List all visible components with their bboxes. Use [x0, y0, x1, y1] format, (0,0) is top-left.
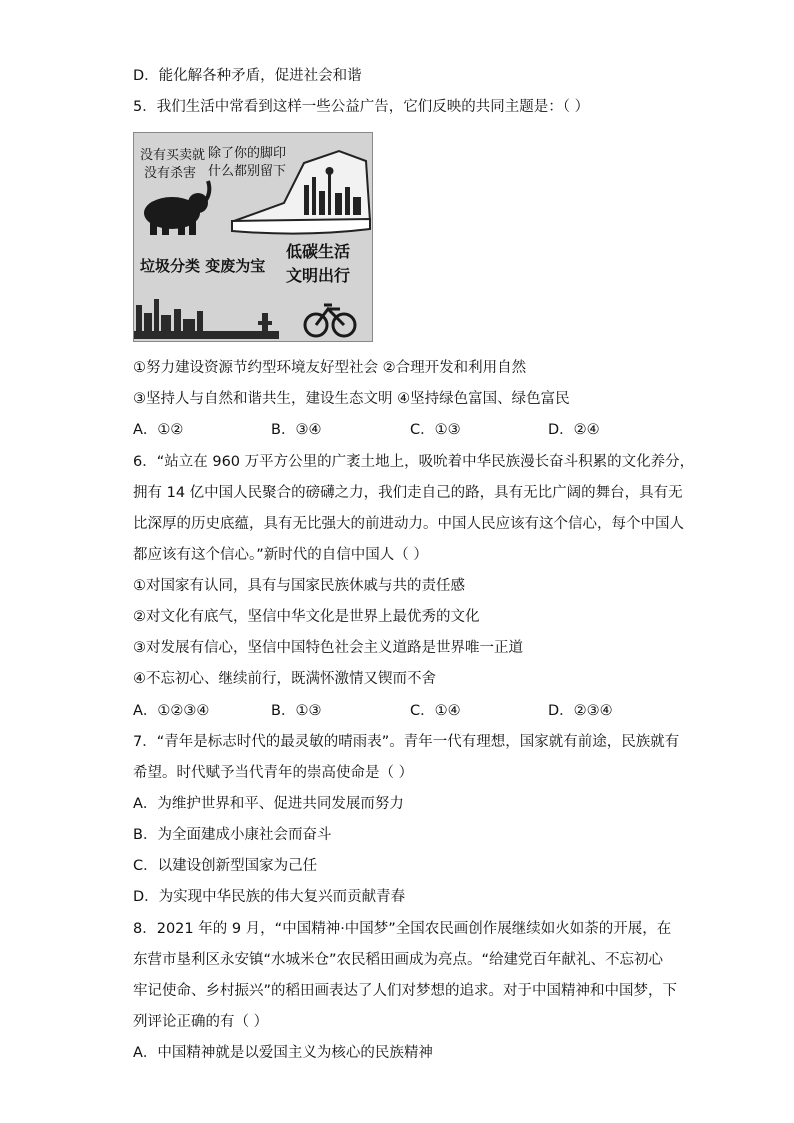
q6-statement-1: ①对国家有认同，具有与国家民族休戚与共的责任感 — [133, 578, 465, 594]
q6-statement-2: ②对文化有底气，坚信中华文化是世界上最优秀的文化 — [133, 609, 480, 625]
q7-option-a[interactable]: A．为维护世界和平、促进共同发展而努力 — [133, 796, 404, 812]
poster-text-5: 垃圾分类 变废为宝 — [140, 257, 266, 275]
q6-option-a[interactable]: A．①②③④ — [133, 703, 210, 719]
poster-text-1: 没有买卖就 — [140, 148, 206, 163]
q5-statements-1: ①努力建设资源节约型环境友好型社会 ②合理开发和利用自然 — [133, 360, 527, 376]
question-6-stem-3: 比深厚的历史底蕴，具有无比强大的前进动力。中国人民应该有这个信心，每个中国人 — [133, 516, 684, 532]
q6-option-c[interactable]: C．①④ — [410, 703, 461, 719]
q5-option-d[interactable]: D．②④ — [548, 422, 600, 438]
q6-option-b[interactable]: B．①③ — [271, 703, 322, 719]
question-5-stem: 5．我们生活中常看到这样一些公益广告，它们反映的共同主题是：（ ） — [133, 99, 590, 115]
question-6-stem-4: 都应该有这个信心。”新时代的自信中国人（ ） — [133, 547, 428, 563]
question-6-stem-2: 拥有 14 亿中国人民聚合的磅礴之力，我们走自己的路，具有无比广阔的舞台，具有无 — [133, 485, 683, 501]
question-8-stem-1: 8．2021 年的 9 月，“中国精神·中国梦”全国农民画创作展继续如火如荼的开展，在 — [133, 921, 672, 937]
q6-option-d[interactable]: D．②③④ — [548, 703, 613, 719]
q7-option-d[interactable]: D．为实现中华民族的伟大复兴而贡献青春 — [133, 889, 406, 905]
q5-option-a[interactable]: A．①② — [133, 422, 184, 438]
poster-text-2: 没有杀害 — [144, 166, 197, 181]
q8-option-a[interactable]: A．中国精神就是以爱国主义为核心的民族精神 — [133, 1045, 433, 1061]
poster-text-3: 除了你的脚印 — [208, 146, 287, 161]
poster-text-7: 文明出行 — [286, 266, 351, 285]
question-8-stem-3: 牢记使命、乡村振兴”的稻田画表达了人们对梦想的追求。对于中国精神和中国梦，下 — [133, 983, 678, 999]
question-6-stem-1: 6．“站立在 960 万平方公里的广袤土地上，吸吮着中华民族漫长奋斗积累的文化养分， — [133, 454, 695, 470]
question-7-stem-2: 希望。时代赋予当代青年的崇高使命是（ ） — [133, 765, 414, 781]
q6-statement-3: ③对发展有信心，坚信中国特色社会主义道路是世界唯一正道 — [133, 640, 523, 656]
q5-option-c[interactable]: C．①③ — [410, 422, 461, 438]
q7-option-b[interactable]: B．为全面建成小康社会而奋斗 — [133, 827, 332, 843]
q4-option-d: D．能化解各种矛盾，促进社会和谐 — [133, 68, 362, 84]
q5-option-b[interactable]: B．③④ — [271, 422, 322, 438]
poster-text-4: 什么都别留下 — [208, 164, 287, 179]
question-7-stem-1: 7．“青年是标志时代的最灵敏的晴雨表”。青年一代有理想，国家就有前途，民族就有 — [133, 734, 680, 750]
q7-option-c[interactable]: C．以建设创新型国家为己任 — [133, 858, 318, 874]
question-8-stem-2: 东营市垦利区永安镇“水城米仓”农民稻田画成为亮点。“给建党百年献礼、不忘初心 — [133, 952, 664, 968]
poster-text-6: 低碳生活 — [286, 242, 351, 261]
q5-statements-2: ③坚持人与自然和谐共生，建设生态文明 ④坚持绿色富国、绿色富民 — [133, 391, 570, 407]
q6-statement-4: ④不忘初心、继续前行，既满怀激情又锲而不舍 — [133, 671, 436, 687]
question-8-stem-4: 列评论正确的有（ ） — [133, 1014, 269, 1030]
public-service-ads-image — [133, 132, 373, 342]
